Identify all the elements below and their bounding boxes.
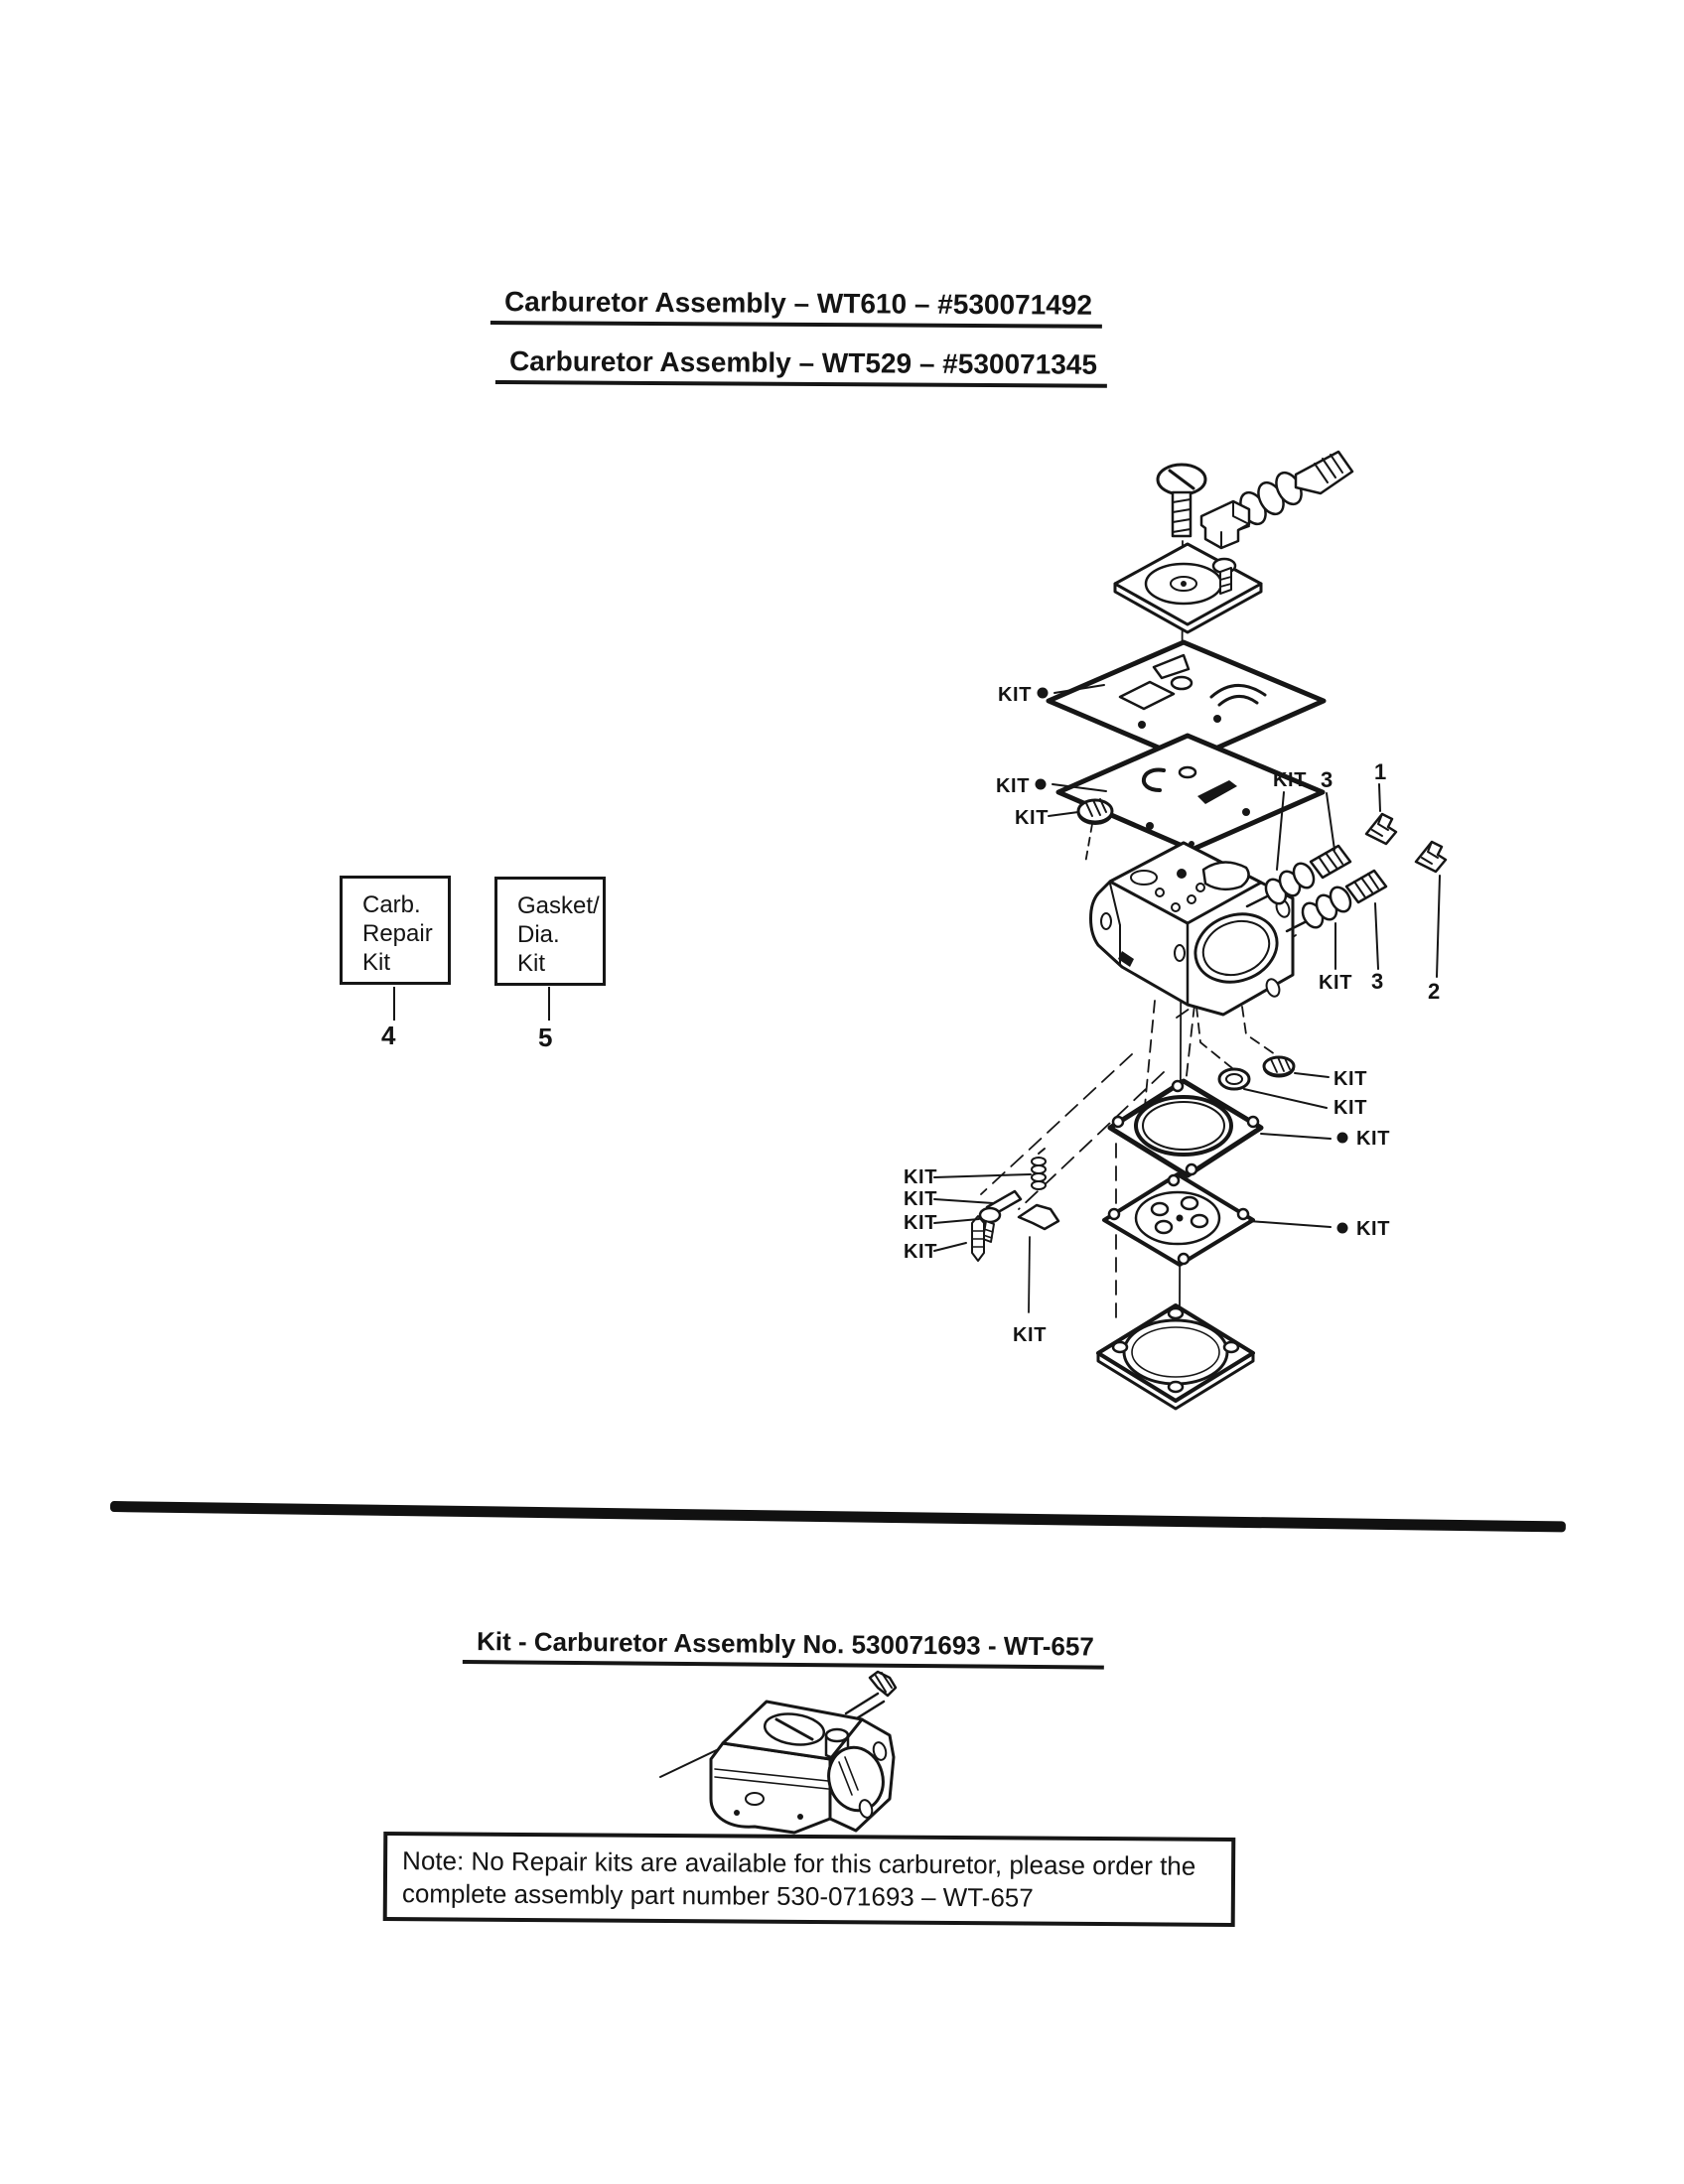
kit-callout-inlet-needle: KIT [904, 1241, 938, 1263]
cover-screw [1158, 465, 1205, 536]
kit-section-title: Kit - Carburetor Assembly No. 530071693 - WT-657 [463, 1626, 1104, 1670]
kit-callout-metering-diaphragm: KIT [1356, 1218, 1391, 1240]
kit-callout-circuit-plug: KIT [1333, 1068, 1368, 1090]
metering-diaphragm [1104, 1174, 1253, 1265]
legend-box-line: Carb. [362, 891, 421, 918]
metering-cover-plate [1098, 1305, 1253, 1409]
note-line: complete assembly part number 530-071693 – WT-657 [401, 1878, 1034, 1913]
kit-callout-lever-screw: KIT [904, 1212, 938, 1234]
fuel-pump-cover [1115, 544, 1261, 632]
retainer-clip-1 [1366, 814, 1396, 844]
note-line: Note: No Repair kits are available for this carburetor, please order the [402, 1845, 1196, 1881]
legend-box-line: Repair [362, 920, 433, 947]
welch-plug [1078, 799, 1112, 824]
oring-and-circuit-plug [1219, 1057, 1294, 1089]
kit-callout-lever-spring: KIT [904, 1166, 938, 1188]
legend-box-line: Dia. [517, 921, 560, 948]
kit-callout-welch-plug: KIT [1015, 807, 1050, 829]
part-number-3-upper: 3 [1321, 767, 1333, 792]
kit-callout-pump-diaphragm: KIT [998, 684, 1033, 706]
metering-gasket [1110, 1081, 1261, 1175]
legend-box-line: Gasket/ [517, 892, 600, 919]
legend-callout-4: 4 [381, 1021, 396, 1050]
page-title-wt529: Carburetor Assembly – WT529 – #530071345 [495, 345, 1107, 388]
legend-callout-5: 5 [538, 1023, 553, 1052]
carburetor-body [1091, 843, 1294, 1015]
throttle-lever-bracket [1201, 501, 1249, 548]
part-number-2: 2 [1428, 979, 1441, 1004]
part-number-3-lower: 3 [1371, 969, 1384, 994]
wt657-carburetor-drawing [660, 1672, 896, 1833]
legend-box-line: Kit [362, 949, 391, 976]
kit-callout-pump-gasket: KIT [996, 775, 1031, 797]
legend-box-line: Kit [517, 950, 546, 977]
kit-callout-metering-gasket: KIT [1356, 1128, 1391, 1150]
kit-callout-needle-upper: KIT [1273, 769, 1308, 791]
kit-callout-lever-pin: KIT [904, 1188, 938, 1210]
kit-callout-needle-lower: KIT [1319, 972, 1353, 994]
retainer-clip-2 [1416, 842, 1446, 872]
page-title-wt610: Carburetor Assembly – WT610 – #530071492 [491, 286, 1102, 329]
kit-callout-metering-lever: KIT [1013, 1324, 1048, 1346]
metering-lever-parts [972, 1149, 1058, 1312]
kit-callout-oring: KIT [1333, 1097, 1368, 1119]
part-number-1: 1 [1374, 759, 1387, 784]
no-repair-kit-note [383, 1832, 1236, 1927]
